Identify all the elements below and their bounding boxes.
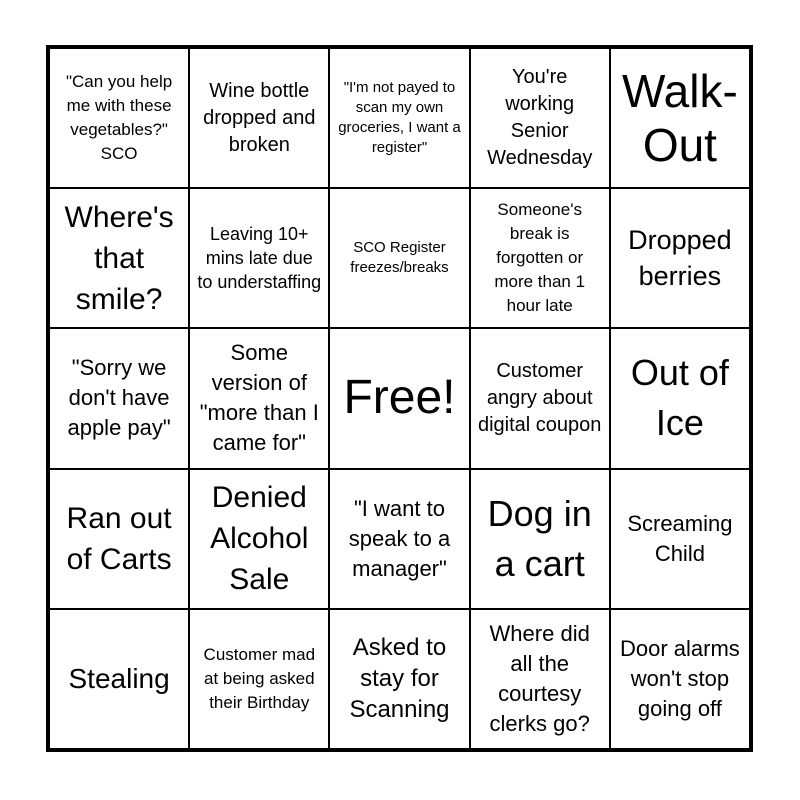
bingo-cell[interactable] (610, 469, 750, 609)
bingo-cell[interactable] (610, 188, 750, 328)
bingo-cell-text: SCO Register freezes/breaks (350, 239, 449, 277)
bingo-cell[interactable] (470, 328, 610, 468)
bingo-cell[interactable] (470, 609, 610, 749)
bingo-cell-text: Someone's break is forgotten or more than 1 hour late (494, 200, 586, 316)
bingo-cell[interactable] (470, 188, 610, 328)
bingo-cell-text: "I'm not payed to scan my own groceries, I want a register" (338, 79, 461, 157)
bingo-cell-text: Ran out of Carts (66, 501, 172, 576)
bingo-cell-text: Wine bottle dropped and broken (203, 79, 316, 156)
bingo-cell[interactable] (189, 188, 329, 328)
bingo-cell-text: "I want to speak to a manager" (348, 495, 451, 581)
bingo-cell-text: Screaming Child (627, 510, 733, 566)
bingo-cell-text: Where did all the courtesy clerks go? (489, 620, 590, 736)
bingo-cell-text: Leaving 10+ mins late due to understaffing (197, 224, 322, 293)
bingo-cell[interactable] (49, 469, 189, 609)
bingo-cell[interactable] (189, 609, 329, 749)
bingo-cell[interactable] (189, 48, 329, 188)
bingo-cell[interactable] (329, 609, 469, 749)
bingo-cell[interactable] (610, 48, 750, 188)
bingo-cell-text: Dropped berries (628, 225, 732, 292)
bingo-cell[interactable] (49, 328, 189, 468)
bingo-cell-text: Walk-Out (621, 65, 738, 172)
bingo-cell-text: "Can you help me with these vegetables?" SCO (65, 72, 173, 164)
bingo-cell[interactable] (49, 188, 189, 328)
bingo-cell[interactable] (189, 328, 329, 468)
bingo-cell[interactable] (329, 48, 469, 188)
bingo-free-space[interactable] (329, 328, 469, 468)
bingo-cell-text: Door alarms won't stop going off (619, 635, 740, 721)
bingo-cell-text: Customer angry about digital coupon (477, 359, 602, 436)
bingo-cell[interactable] (189, 469, 329, 609)
bingo-card (46, 45, 753, 752)
bingo-cell[interactable] (470, 469, 610, 609)
bingo-cell[interactable] (329, 188, 469, 328)
bingo-cell-text: Out of Ice (630, 352, 729, 444)
bingo-cell-text: Some version of "more than I came for" (199, 340, 319, 456)
bingo-cell[interactable] (610, 609, 750, 749)
bingo-cell[interactable] (329, 469, 469, 609)
bingo-cell[interactable] (470, 48, 610, 188)
bingo-cell[interactable] (49, 609, 189, 749)
bingo-cell-text: Where's that smile? (64, 200, 174, 316)
bingo-cell[interactable] (610, 328, 750, 468)
bingo-cell-text: Stealing (68, 663, 170, 695)
bingo-cell-text: "Sorry we don't have apple pay" (67, 355, 171, 441)
bingo-cell-text: You're working Senior Wednesday (487, 66, 593, 170)
bingo-cell[interactable] (49, 48, 189, 188)
bingo-cell-text: Asked to stay for Scanning (349, 634, 450, 724)
bingo-cell-text: Dog in a cart (487, 492, 592, 584)
bingo-cell-text: Customer mad at being asked their Birthday (203, 644, 316, 712)
bingo-cell-text: Free! (343, 371, 456, 425)
bingo-cell-text: Denied Alcohol Sale (210, 481, 309, 597)
